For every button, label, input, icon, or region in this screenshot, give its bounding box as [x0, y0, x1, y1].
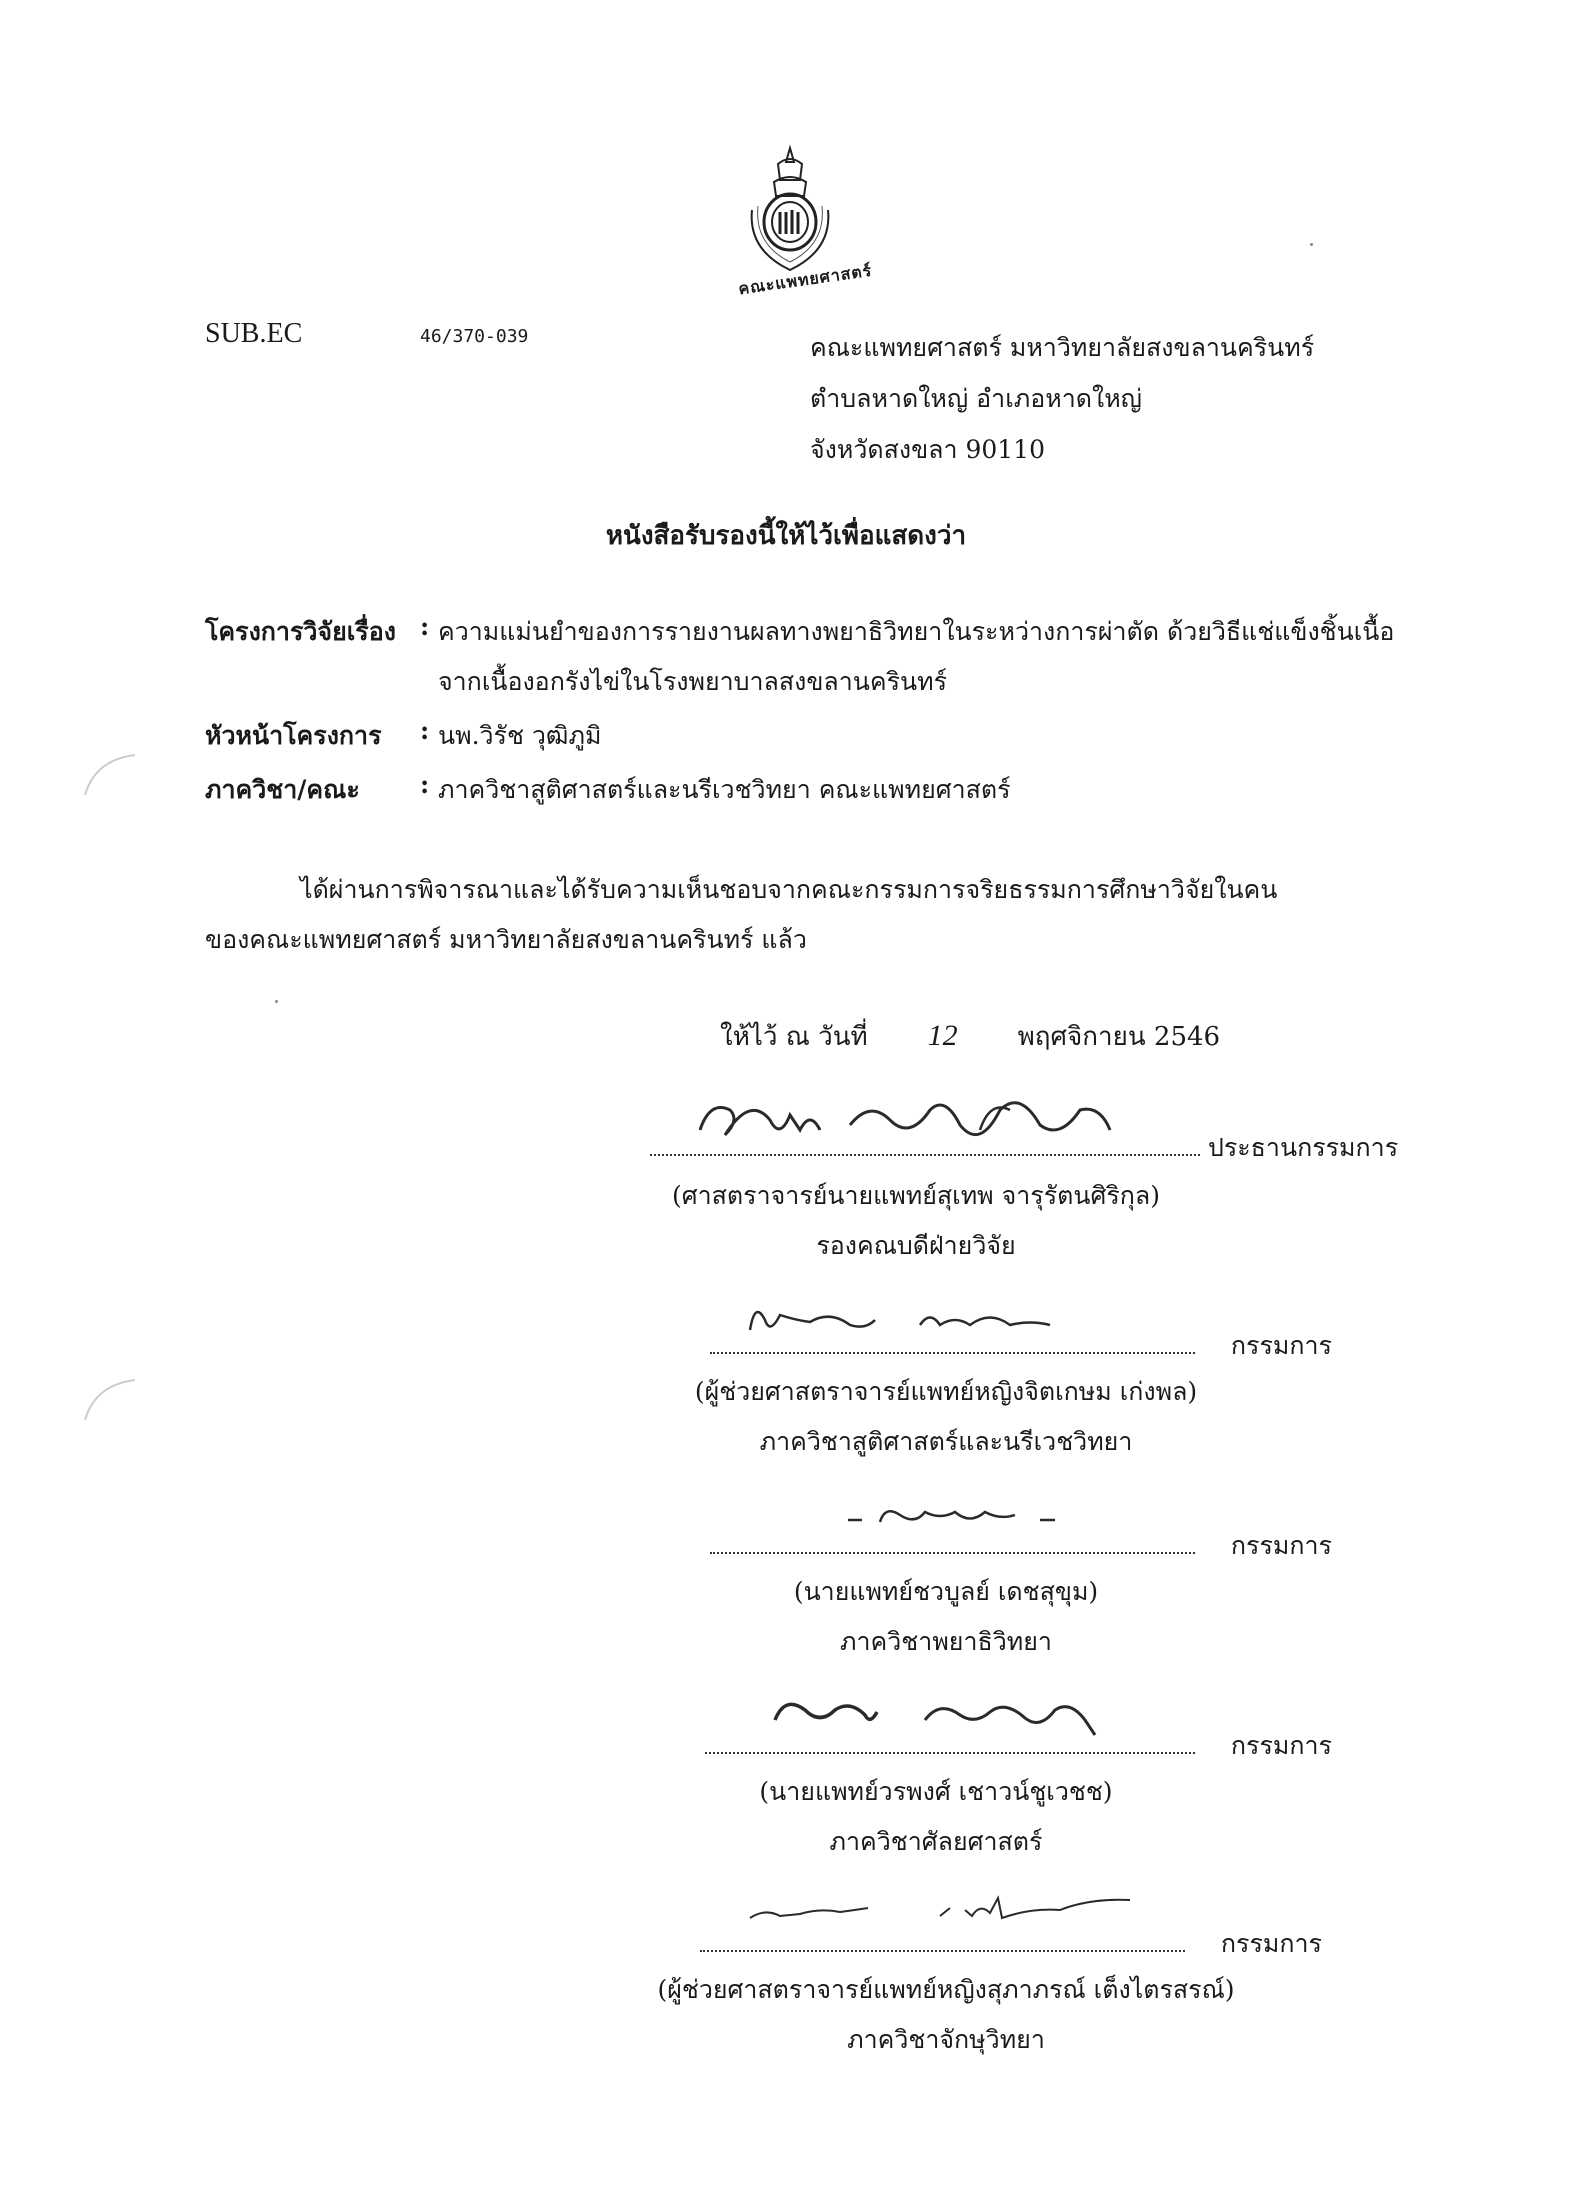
date-day: 12	[927, 1019, 958, 1052]
signature-dotted-line	[710, 1532, 1195, 1554]
project-title-label: โครงการวิจัยเรื่อง	[205, 617, 396, 646]
address-block	[810, 322, 1314, 475]
project-head-value: นพ.วิรัช วุฒิภูมิ	[438, 721, 602, 750]
signatory-role: ประธานกรรมการ	[1207, 1133, 1399, 1162]
signatory-name: (นายแพทย์ชวบูลย์ เดชสุขุม)	[793, 1577, 1099, 1606]
signatory-name: (ผู้ช่วยศาสตราจารย์แพทย์หญิงจิตเกษม เก่งพล)	[694, 1377, 1198, 1406]
signatory-department: รองคณบดีฝ่ายวิจัย	[816, 1231, 1016, 1260]
project-title-value: ความแม่นยำของการรายงานผลทางพยาธิวิทยาในระหว่างการผ่าตัด ด้วยวิธีแช่แข็งชิ้นเนื้อ	[438, 617, 1395, 646]
date-month-year: พฤศจิกายน 2546	[1017, 1022, 1221, 1052]
scan-speck	[1310, 243, 1313, 246]
department-label: ภาควิชา/คณะ	[205, 775, 360, 804]
signatory-department: ภาควิชาจักษุวิทยา	[847, 2025, 1045, 2054]
signature-line	[700, 1924, 1322, 1964]
colon: :	[420, 612, 430, 641]
document-title: หนังสือรับรองนี้ให้ไว้เพื่อแสดงว่า	[605, 521, 967, 551]
hole-punch-mark	[80, 745, 150, 805]
project-title-value-continued: จากเนื้องอกรังไข่ในโรงพยาบาลสงขลานครินทร์	[438, 667, 948, 696]
signatory-department: ภาควิชาศัลยศาสตร์	[829, 1827, 1043, 1856]
approval-statement-line-1: ได้ผ่านการพิจารณาและได้รับความเห็นชอบจากคณะกรรมการจริยธรรมการศึกษาวิจัยในคน	[300, 875, 1278, 904]
signatory-department: ภาควิชาสูติศาสตร์และนรีเวชวิทยา	[759, 1427, 1133, 1456]
colon: :	[420, 770, 430, 799]
signature-dotted-line	[710, 1332, 1195, 1354]
reference-code: SUB.EC	[205, 318, 303, 349]
approval-statement-line-2: ของคณะแพทยศาสตร์ มหาวิทยาลัยสงขลานครินทร์ แล้ว	[205, 925, 807, 954]
signature-line	[710, 1526, 1332, 1566]
signature-line	[710, 1326, 1332, 1366]
address-line: ตำบลหาดใหญ่ อำเภอหาดใหญ่	[810, 384, 1142, 413]
project-head-label: หัวหน้าโครงการ	[205, 721, 382, 750]
signatory-role: กรรมการ	[1230, 1331, 1332, 1360]
department-value: ภาควิชาสูติศาสตร์และนรีเวชวิทยา คณะแพทยศาสตร์	[438, 775, 1011, 804]
colon: :	[420, 716, 430, 745]
address-line: จังหวัดสงขลา 90110	[810, 435, 1045, 464]
signatory-name: (นายแพทย์วรพงศ์ เชาวน์ชูเวชช)	[759, 1777, 1113, 1806]
hole-punch-mark	[80, 1370, 150, 1430]
signature-dotted-line	[705, 1732, 1195, 1754]
signatory-name: (ผู้ช่วยศาสตราจารย์แพทย์หญิงสุภาภรณ์ เต็งไตรสรณ์)	[657, 1975, 1235, 2004]
signature-dotted-line	[650, 1134, 1200, 1156]
issue-date	[720, 1016, 1220, 1057]
signature-line	[650, 1128, 1398, 1168]
signatory-department: ภาควิชาพยาธิวิทยา	[840, 1627, 1052, 1656]
signature-line	[705, 1726, 1332, 1766]
signatory-role: กรรมการ	[1230, 1731, 1332, 1760]
signatory-role: กรรมการ	[1220, 1929, 1322, 1958]
signatory-role: กรรมการ	[1230, 1531, 1332, 1560]
address-line: คณะแพทยศาสตร์ มหาวิทยาลัยสงขลานครินทร์	[810, 333, 1315, 362]
date-prefix: ให้ไว้ ณ วันที่	[720, 1022, 868, 1052]
scan-speck	[275, 1000, 278, 1003]
seal-arc-text: คณะแพทยศาสตร์	[737, 260, 874, 299]
reference-number: 46/370-039	[420, 326, 529, 347]
signature-dotted-line	[700, 1930, 1185, 1952]
signatory-name: (ศาสตราจารย์นายแพทย์สุเทพ จารุรัตนศิริกุล)	[672, 1181, 1160, 1210]
